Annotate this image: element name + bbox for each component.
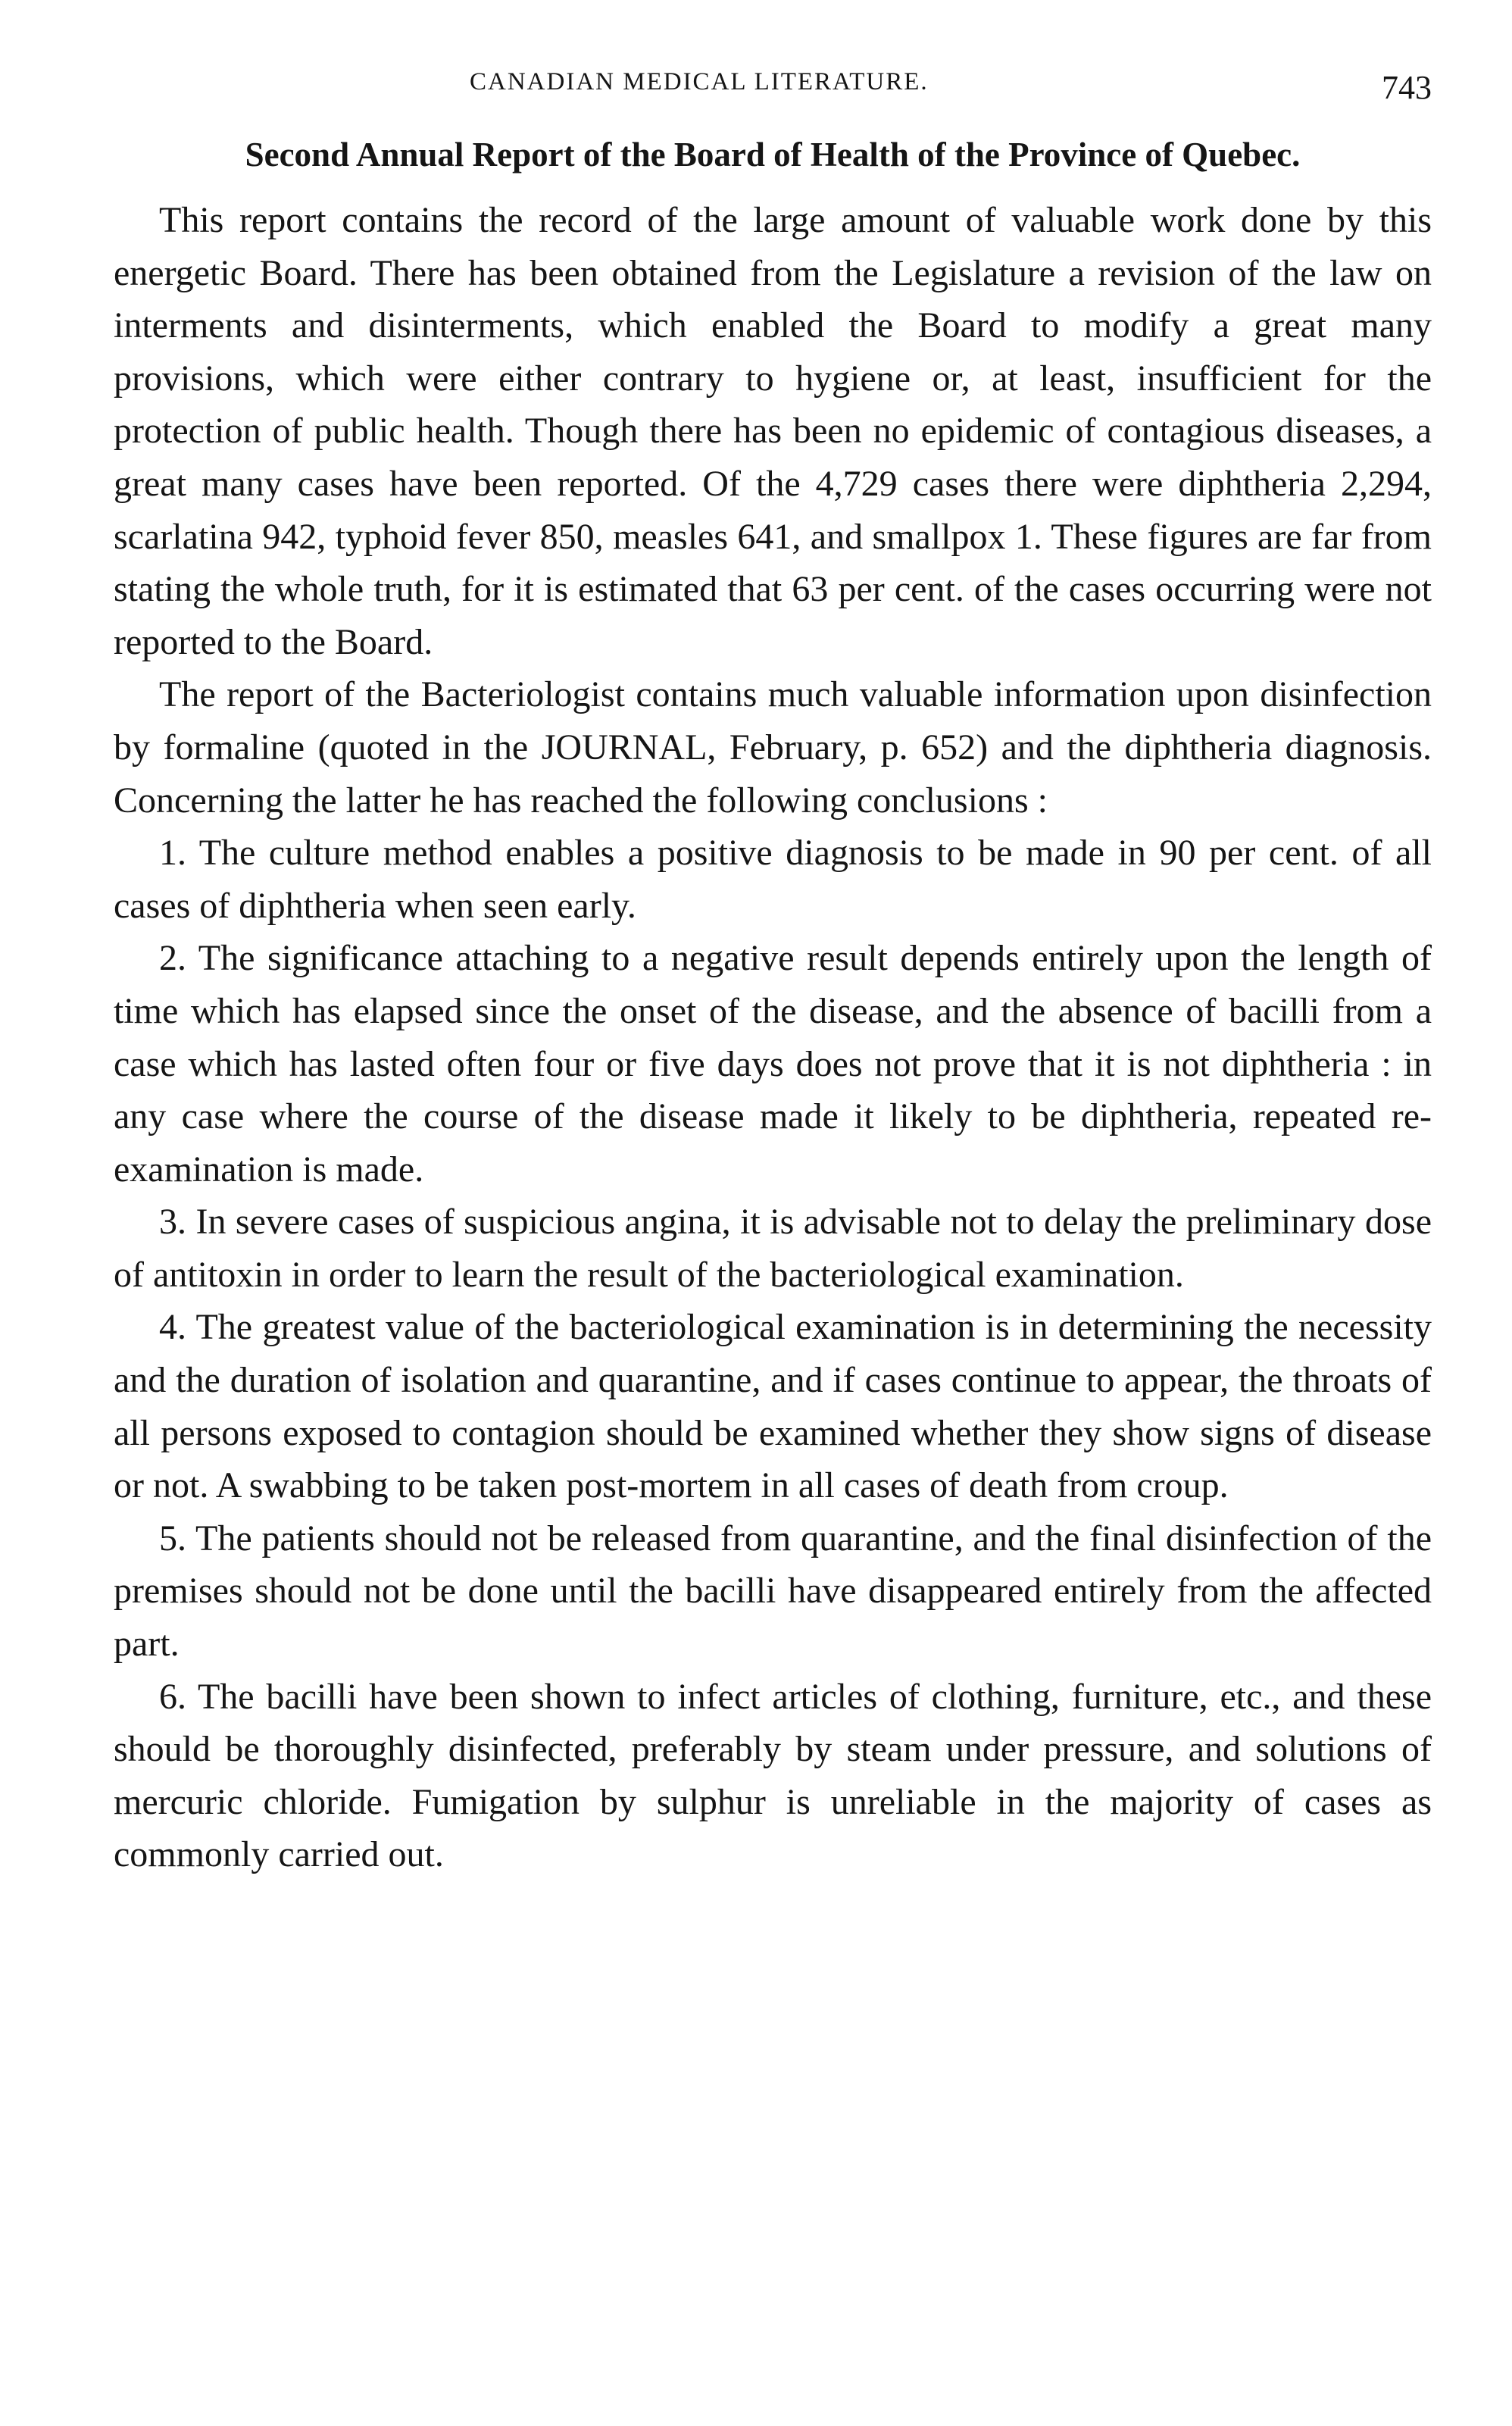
article-title: Second Annual Report of the Board of Health of the Province of Quebec. (245, 136, 1301, 174)
conclusion-item: 5. The patients should not be released from quarantine, and the final disinfection of the premises should not be done until the bacilli have disappeared entirely from the affected part. (114, 1518, 1432, 1665)
journal-page (114, 68, 1432, 1881)
body-paragraph: The report of the Bacteriologist contains much valuable information upon disinfection by formaline (quoted in the JOURNAL, February, p. 652) and the diphtheria diagnosis. Concerning the latter he has reached the following conclusions : (114, 674, 1432, 821)
conclusion-item: 1. The culture method enables a positive diagnosis to be made in 90 per cent. of all cases of diphtheria when seen early. (114, 833, 1432, 926)
conclusions-list (114, 827, 1432, 1881)
running-head (114, 68, 1432, 114)
conclusion-item: 3. In severe cases of suspicious angina, it is advisable not to delay the preliminary dose of antitoxin in order to learn the result of the bacteriological examination. (114, 1202, 1432, 1295)
conclusion-item: 2. The significance attaching to a negative result depends entirely upon the length of time which has elapsed since the onset of the disease, and the absence of bacilli from a case which has lasted often four or five days does not prove that it is not diphtheria : in any case where the course of the disease made it likely to be diphtheria, repeated re-examination is made. (114, 938, 1432, 1190)
body-paragraph: This report contains the record of the large amount of valuable work done by this energetic Board. There has been obtained from the Legislature a revision of the law on interments and disinterments, which enabled the Board to modify a great many provisions, which were either contrary to hygiene or, at least, insufficient for the protection of public health. Though there has been no epidemic of contagious diseases, a great many cases have been reported. Of the 4,729 cases there were diphtheria 2,294, scarlatina 942, typhoid fever 850, measles 641, and smallpox 1. These figures are far from stating the whole truth, for it is estimated that 63 per cent. of the cases occurring were not reported to the Board. (114, 200, 1432, 662)
running-title: CANADIAN MEDICAL LITERATURE. (470, 68, 929, 95)
page-number: 743 (1382, 69, 1432, 106)
conclusion-item: 6. The bacilli have been shown to infect articles of clothing, furniture, etc., and these should be thoroughly disinfected, preferably by steam under pressure, and solutions of mercuric chloride. Fumigation by sulphur is unreliable in the majority of cases as commonly carried out. (114, 1676, 1432, 1875)
conclusion-item: 4. The greatest value of the bacteriological examination is in determining the necessity and the duration of isolation and quarantine, and if cases continue to appear, the throats of all persons exposed to contagion should be examined whether they show signs of disease or not. A swabbing to be taken post-mortem in all cases of death from croup. (114, 1307, 1432, 1506)
